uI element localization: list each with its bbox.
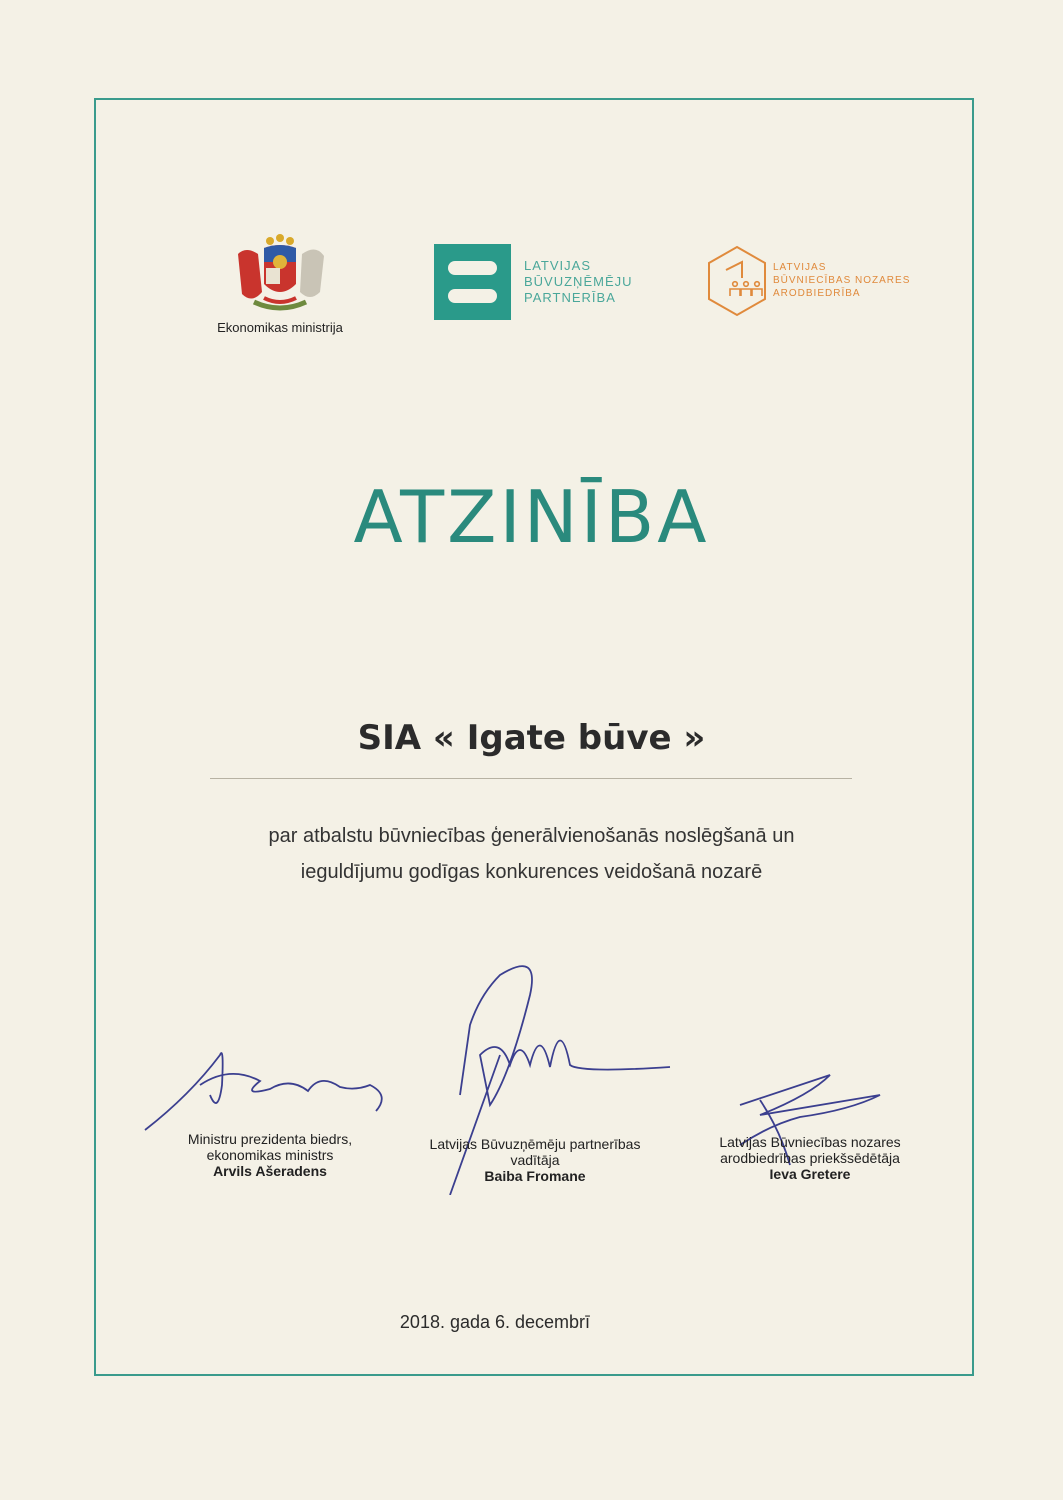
coat-of-arms-icon — [224, 232, 336, 316]
trade-union-logo — [706, 244, 911, 325]
award-description — [0, 818, 1063, 890]
signatory-3: Latvijas Būvniecības nozares arodbiedrības priekšsēdētāja Ieva Gretere — [719, 1134, 901, 1182]
house-people-icon — [706, 244, 768, 320]
signatory-name: Arvils Ašeradens — [213, 1163, 327, 1179]
issue-date: 2018. gada 6. decembrī — [399, 1312, 591, 1332]
signatory-2: Latvijas Būvuzņēmēju partnerības vadītāja Baiba Fromane — [429, 1136, 641, 1184]
signatory-name: Ieva Gretere — [769, 1166, 851, 1182]
certificate-title: ATZINĪBA — [353, 475, 710, 559]
description-line: par atbalstu būvniecības ģenerālvienošanās noslēgšanā un — [268, 825, 795, 847]
ministry-caption: Ekonomikas ministrija — [217, 320, 343, 335]
signatory-1: Ministru prezidenta biedrs, ekonomikas ministrs Arvils Ašeradens — [187, 1131, 353, 1179]
recipient-name: SIA « Igate būve » — [357, 718, 706, 758]
signatory-name: Baiba Fromane — [484, 1168, 586, 1184]
ministry-logo — [205, 232, 355, 335]
trade-union-logo-text: LATVIJAS BŪVNIECĪBAS NOZARES ARODBIEDRĪBA — [773, 262, 911, 299]
description-line: ieguldījumu godīgas konkurences veidošanā nozarē — [300, 861, 763, 883]
divider — [210, 778, 852, 779]
partnership-mark-icon — [434, 244, 511, 320]
partnership-logo-text: LATVIJAS BŪVUZŅĒMĒJU PARTNERĪBA — [524, 258, 633, 305]
signature-aseradens — [140, 1025, 390, 1135]
